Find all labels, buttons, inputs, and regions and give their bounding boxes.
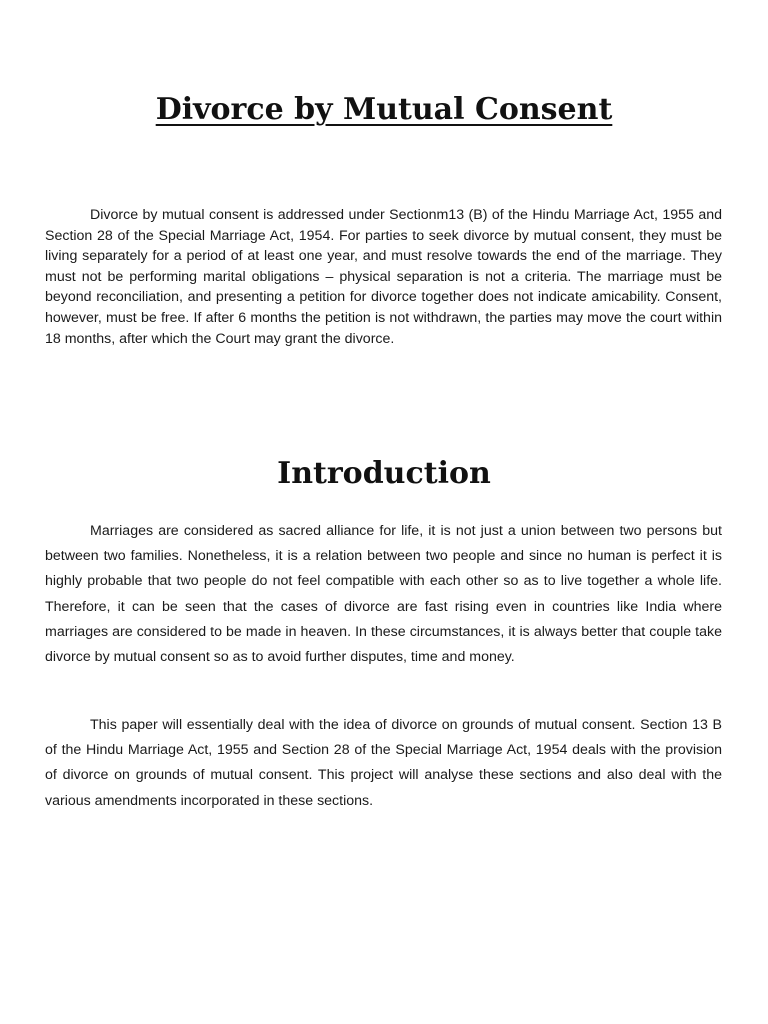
document-title: Divorce by Mutual Consent	[155, 92, 613, 127]
introduction-paragraph-1: Marriages are considered as sacred alliance for life, it is not just a union between two persons but between two families. Nonetheless, it is a relation between two people and since no human is perfect it is highly probable that two people do not feel compatible with each other so as to live together a whole life. Therefore, it can be seen that the cases of divorce are fast rising even in countries like India where marriages are considered to be made in heaven. In these circumstances, it is always better that couple take divorce by mutual consent so as to avoid further disputes, time and money.	[45, 523, 722, 666]
introduction-paragraph-2: This paper will essentially deal with the idea of divorce on grounds of mutual consent. Section 13 B of the Hindu Marriage Act, 1955 and Section 28 of the Special Marriage Act, 1954 deals with the provision of divorce on grounds of mutual consent. This project will analyse these sections and also deal with the various amendments incorporated in these sections.	[45, 717, 722, 809]
introduction-heading: Introduction	[277, 456, 491, 491]
abstract-paragraph: Divorce by mutual consent is addressed under Sectionm13 (B) of the Hindu Marriage Act, 1955 and Section 28 of the Special Marriage Act, 1954. For parties to seek divorce by mutual consent, they must be living separately for a period of at least one year, and must resolve towards the end of the marriage. They must not be performing marital obligations – physical separation is not a criteria. The marriage must be beyond reconciliation, and presenting a petition for divorce together does not indicate amicability. Consent, however, must be free. If after 6 months the petition is not withdrawn, the parties may move the court within 18 months, after which the Court may grant the divorce.	[45, 207, 722, 347]
